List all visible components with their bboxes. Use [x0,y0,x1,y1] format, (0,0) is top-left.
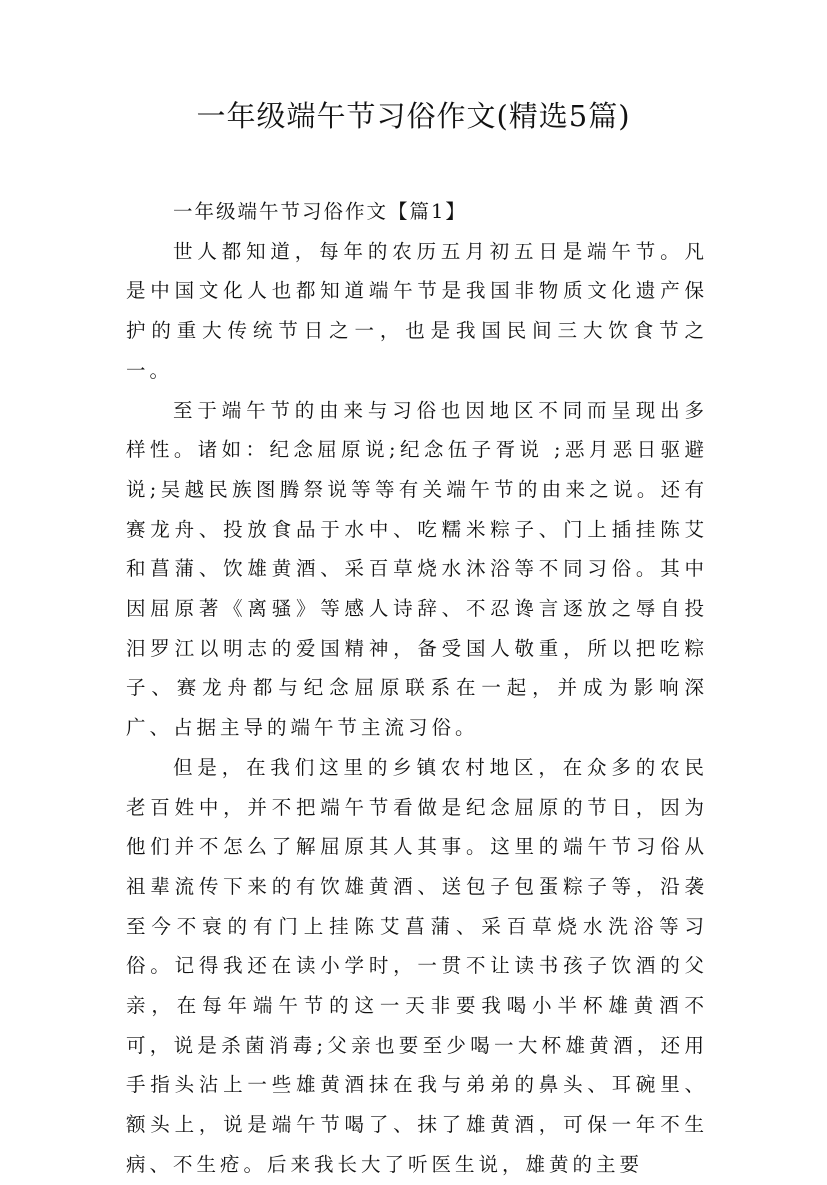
paragraph-3: 但是，在我们这里的乡镇农村地区，在众多的农民老百姓中，并不把端午节看做是纪念屈原的节日，因为他们并不怎么了解屈原其人其事。这里的端午节习俗从祖辈流传下来的有饮雄黄酒、送包子包蛋粽子等，沿袭至今不衰的有门上挂陈艾菖蒲、采百草烧水洗浴等习俗。记得我还在读小学时，一贯不让读书孩子饮酒的父亲，在每年端午节的这一天非要我喝小半杯雄黄酒不可，说是杀菌消毒;父亲也要至少喝一大杯雄黄酒，还用手指头沾上一些雄黄酒抹在我与弟弟的鼻头、耳碗里、额头上，说是端午节喝了、抹了雄黄酒，可保一年不生病、不生疮。后来我长大了听医生说，雄黄的主要 [126,755,708,1176]
document-title: 一年级端午节习俗作文(精选5篇) [196,99,631,133]
paragraph-2: 至于端午节的由来与习俗也因地区不同而呈现出多样性。诸如：纪念屈原说;纪念伍子胥说 ;恶月恶日驱避说;吴越民族图腾祭说等等有关端午节的由来之说。还有赛龙舟、投放食品于水中、吃糯米粽子、门上插挂陈艾和菖蒲、饮雄黄酒、采百草烧水沐浴等不同习俗。其中因屈原著《离骚》等感人诗辞、不忍谗言逐放之辱自投汨罗江以明志的爱国精神，备受国人敬重，所以把吃粽子、赛龙舟都与纪念屈原联系在一起，并成为影响深广、占据主导的端午节主流习俗。 [126,398,708,740]
section-heading: 一年级端午节习俗作文【篇1】 [173,200,467,223]
paragraph-1: 世人都知道，每年的农历五月初五日是端午节。凡是中国文化人也都知道端午节是我国非物质文化遗产保护的重大传统节日之一，也是我国民间三大饮食节之一。 [126,239,708,382]
document-body [126,192,708,1185]
